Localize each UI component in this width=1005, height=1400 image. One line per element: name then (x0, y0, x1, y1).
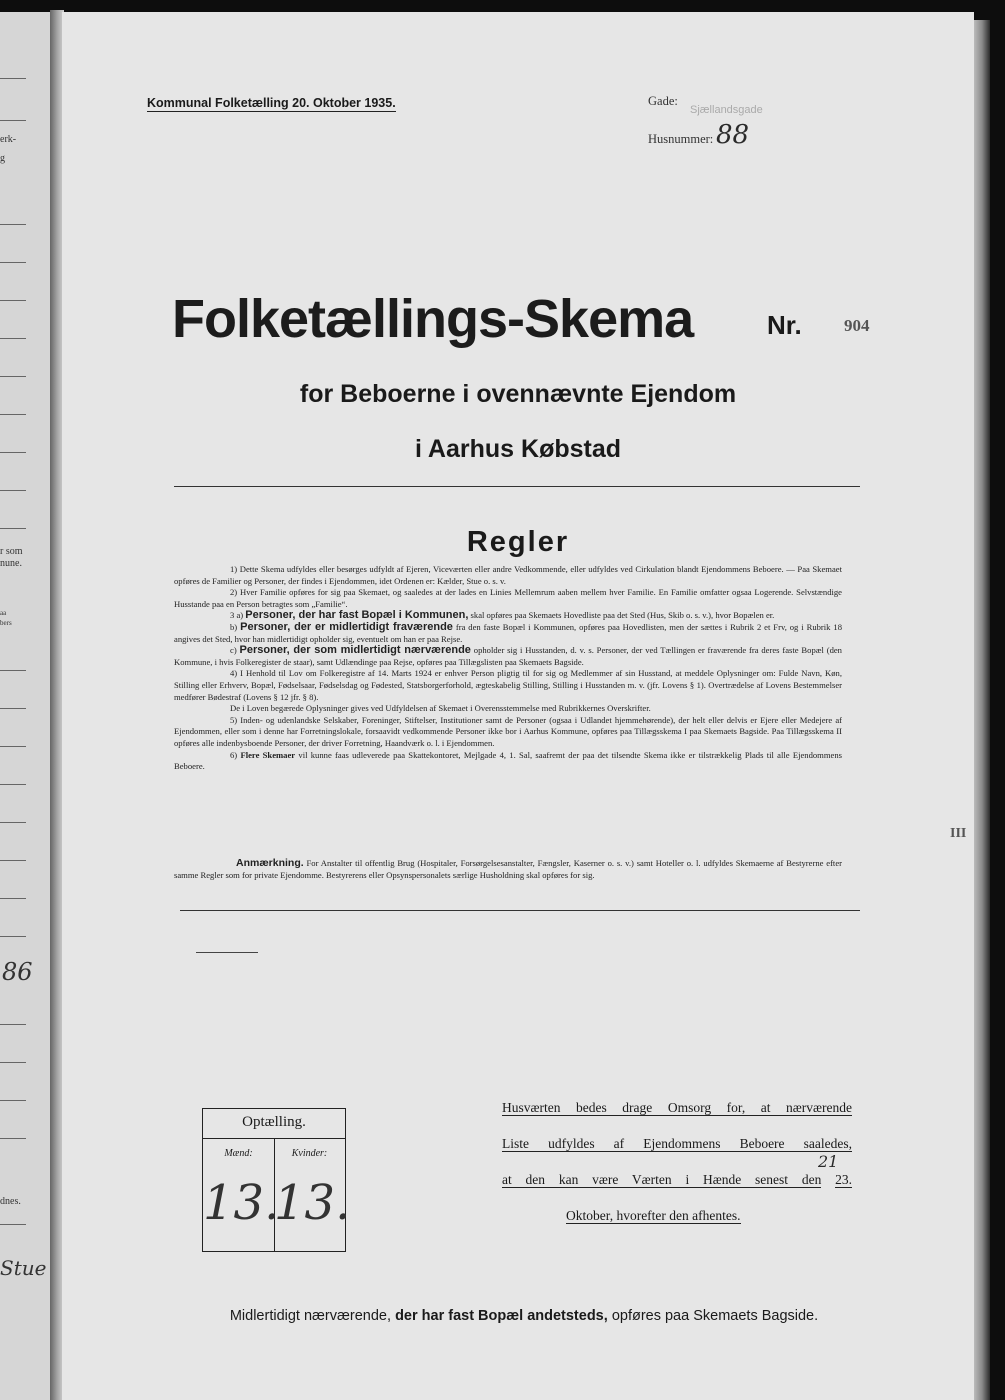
street-value: Sjællandsgade (690, 104, 763, 116)
deadline-date: 23. (835, 1172, 852, 1187)
subtitle-town: i Aarhus Købstad (414, 435, 622, 463)
men-label: Mænd: (224, 1148, 253, 1159)
ruled-line (0, 708, 26, 709)
rule-3a: 3 a) Personer, der har fast Bopæl i Kommunen, skal opføres paa Skemaets Hovedliste paa det Sted (Hus, Skib o. s. v.), hvor Bopælen er. (230, 609, 775, 622)
form-number-value: 904 (844, 316, 870, 335)
prev-page-fragment: bers (0, 619, 12, 627)
note-text: For Anstalter til offentlig Brug (Hospitaler, Forsørgelsesanstalter, Fængsler, Kaserner o. s. v.) samt Hoteller o. l. udfyldes Skemaerne af Bestyrerne efter samme Regler som for private Ejendomme. Bestyrerens eller Opsynspersonalets særlige Husholdning skal opføres for sig. (174, 858, 843, 880)
census-form-page (62, 12, 974, 1400)
rule-4b: De i Loven begærede Oplysninger gives ved Udfyldelsen af Skemaet i Overensstemmelse med Rubrikkernes Overskrifter. (230, 703, 651, 714)
ruled-line (0, 670, 26, 671)
ruled-line (0, 898, 26, 899)
prev-page-fragment: r som (0, 546, 23, 557)
form-title: Folketællings-Skema (172, 289, 694, 349)
house-number-value: 88 (716, 120, 750, 150)
form-number-label: Nr. (767, 310, 802, 340)
notice-line-3: at den kan være Værten i Hænde senest den 23. (502, 1172, 852, 1187)
note-section (174, 858, 842, 881)
notice-line-4: Oktober, hvorefter den afhentes. (566, 1208, 741, 1223)
notice-line-1: Husværten bedes drage Omsorg for, at nærværende (502, 1100, 852, 1115)
ruled-line (0, 452, 26, 453)
pencil-dash (196, 952, 258, 953)
rule-6: 6) Flere Skemaer vil kunne faas udleverede paa Skattekontoret, Mejlgade 4, 1. Sal, saafremt der paa det tilsendte Skema ikke er tilstrækkelig Plads til alle Ejendommens Beboere. (174, 749, 843, 772)
rule-3b: b) Personer, der er midlertidigt fraværende fra den faste Bopæl i Kommunen, opføres paa Hovedlisten, men der sættes i Rubrik 2 et Frv, og i Rubrik 18 angives det Sted, hvor han midlertidigt opholder sig, eventuelt om han er paa Rejse. (174, 620, 842, 644)
prev-page-fragment: aa (0, 609, 7, 617)
ruled-line (0, 936, 26, 937)
note-label: Anmærkning. (236, 857, 304, 869)
ruled-line (0, 746, 26, 747)
margin-mark: III (950, 826, 967, 841)
ruled-line (0, 528, 26, 529)
street-label: Gade: (648, 94, 678, 108)
ruled-line (0, 1138, 26, 1139)
ruled-line (0, 1062, 26, 1063)
ruled-line (0, 376, 26, 377)
women-count: 13. (274, 1175, 351, 1231)
handwritten-number: 86 (2, 958, 33, 986)
notice-line-2: Liste udfyldes af Ejendommens Beboere saaledes, (502, 1136, 852, 1151)
tally-box (202, 1108, 351, 1252)
ruled-line (0, 224, 26, 225)
rules-heading: Regler (466, 526, 570, 558)
rule-3c: c) Personer, der som midlertidigt nærværende opholder sig i Husstanden, d. v. s. Personer, der ved Tællingen er fraværende fra deres faste Bopæl (den Kommune, i hvis Folkeregister de staar), samt Udlændinge paa Rejse, opføres paa Tillægslisten paa Skemaets Bagside. (174, 644, 842, 667)
ruled-line (0, 338, 26, 339)
ruled-line (0, 860, 26, 861)
ruled-line (0, 1024, 26, 1025)
footer-note: Midlertidigt nærværende, der har fast Bopæl andetsteds, opføres paa Skemaets Bagside. (229, 1308, 819, 1324)
prev-page-fragment: erk- (0, 134, 17, 145)
previous-page-strip (0, 12, 50, 1400)
rule-5: 5) Inden- og udenlandske Selskaber, Foreninger, Stiftelser, Institutioner samt de Personer (ogsaa i Udlandet hjemmehørende), der helt eller delvis er Ejere eller Medejere af Ejendommen, eller som i denne har Forretningslokale, forsaavidt vedkommende Personer ikke bor i Aarhus Kommune, opføres paa Tillægsskema I paa Skemaets Bagside. Paa Tillægsskema II opføres alle indenbysboende Personer, der driver Forretning, Haandværk o. l. i Ejendommen. (174, 714, 842, 748)
ruled-line (0, 1100, 26, 1101)
subtitle-residents: for Beboerne i ovennævnte Ejendom (299, 380, 737, 408)
deadline-correction: 21 (818, 1152, 839, 1171)
page-edge (974, 20, 990, 1400)
ruled-line (0, 262, 26, 263)
women-label: Kvinder: (291, 1148, 328, 1159)
rule-2: 2) Hver Familie opføres for sig paa Skemaet, og saaledes at der lades en Linies Mellemrum aaben mellem hver Familie. En Familie omfatter ogsaa Logerende. Selvstændige Husstande paa en Person betragtes som „Familie“. (174, 587, 842, 609)
prev-page-fragment: nune. (0, 558, 22, 569)
ruled-line (0, 78, 26, 79)
rule-1: 1) Dette Skema udfyldes eller besørges udfyldt af Ejeren, Viceværten eller andre Vedkommende, eller udfyldes ved Cirkulation blandt Ejendommens Beboere. — Paa Skemaet opføres de Familier og Personer, der findes i Ejendommen, idet Ordenen er: Kælder, Stue o. s. v. (174, 564, 842, 586)
men-count: 13. (203, 1175, 280, 1231)
handwritten-word: Stue (0, 1256, 47, 1280)
ruled-line (0, 300, 26, 301)
divider (174, 486, 860, 487)
census-header: Kommunal Folketælling 20. Oktober 1935. (147, 96, 396, 110)
tally-title: Optælling. (242, 1114, 306, 1130)
prev-page-fragment: g (0, 153, 5, 164)
rules-text (174, 564, 842, 773)
house-number-label: Husnummer: (648, 132, 714, 146)
ruled-line (0, 784, 26, 785)
ruled-line (0, 414, 26, 415)
divider (180, 910, 860, 911)
prev-page-fragment: dnes. (0, 1196, 21, 1207)
ruled-line (0, 822, 26, 823)
ruled-line (0, 1224, 26, 1225)
rule-4: 4) I Henhold til Lov om Folkeregistre af 14. Marts 1924 er enhver Person pligtig til for sig og Medlemmer af sin Husstand, at meddele Oplysninger om: Fulde Navn, Køn, Stilling eller Erhverv, Bopæl, Fødselsaar, Fødselsdag og Fødested, Statsborgerforhold, ægteskabelig Stilling, Stilling i Husstanden m. v. (jfr. Lovens § 1). Overtrædelse af Lovens Bestemmelser medfører Bødestraf (Lovens § 12 jfr. § 8). (174, 668, 842, 702)
ruled-line (0, 120, 26, 121)
ruled-line (0, 490, 26, 491)
